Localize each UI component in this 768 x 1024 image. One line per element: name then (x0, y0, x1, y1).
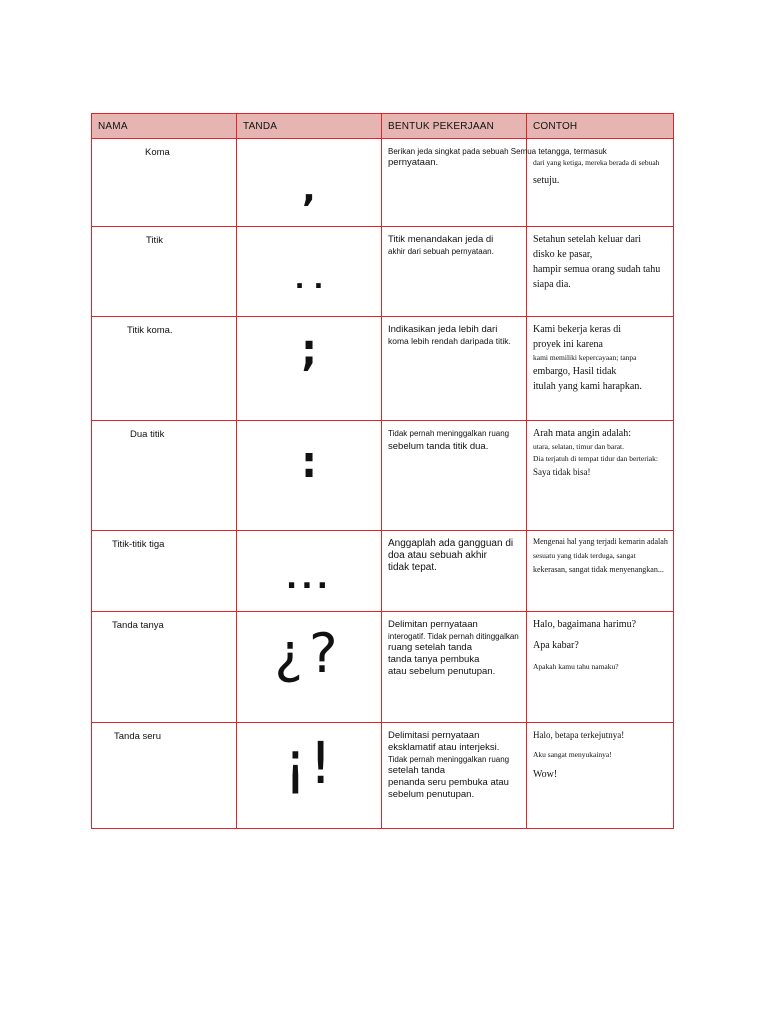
cell-name (92, 612, 237, 723)
example-line: utara, selatan, timur dan barat. (533, 442, 625, 451)
cell-sign (237, 317, 382, 421)
desc-line: interogatif. Tidak pernah ditinggalkan (388, 632, 519, 641)
cell-name (92, 421, 237, 531)
cell-desc (382, 612, 527, 723)
colon-sign: : (301, 437, 317, 488)
cell-sign (237, 421, 382, 531)
row-name: Tanda seru (114, 731, 162, 742)
cell-desc (382, 227, 527, 317)
cell-sign (237, 227, 382, 317)
cell-desc (382, 723, 527, 829)
row-name: Tanda tanya (112, 620, 164, 631)
cell-desc (382, 421, 527, 531)
example-line: dari yang ketiga, mereka berada di sebuah (533, 158, 660, 167)
desc-line: Tidak pernah meninggalkan ruang (388, 429, 510, 438)
desc-line: penanda seru pembuka atau (388, 777, 509, 788)
header-bentuk-pekerjaan: BENTUK PEKERJAAN (382, 114, 527, 139)
cell-example (527, 723, 674, 829)
cell-example (527, 227, 674, 317)
cell-desc (382, 317, 527, 421)
desc-line: Berikan jeda singkat pada sebuah Semua tetangga, termasuk (388, 147, 607, 156)
example-line: Aku sangat menyukainya! (533, 750, 612, 759)
example-line: Halo, bagaimana harimu? (533, 619, 637, 630)
cell-name (92, 723, 237, 829)
header-contoh: CONTOH (527, 114, 674, 139)
table-row (92, 317, 674, 421)
desc-line: Indikasikan jeda lebih dari (388, 324, 498, 335)
example-line: Halo, betapa terkejutnya! (533, 730, 625, 740)
example-line: kekerasan, sangat tidak menyenangkan... (533, 565, 664, 574)
example-line: Apakah kamu tahu namaku? (533, 662, 619, 671)
desc-line: akhir dari sebuah pernyataan. (388, 247, 494, 256)
cell-desc (382, 531, 527, 612)
table-row (92, 723, 674, 829)
table-row (92, 612, 674, 723)
row-name: Titik-titik tiga (112, 539, 165, 550)
desc-line: Titik menandakan jeda di (388, 234, 494, 245)
header-tanda: TANDA (237, 114, 382, 139)
punctuation-table (91, 113, 674, 829)
desc-line: eksklamatif atau interjeksi. (388, 742, 500, 753)
cell-example (527, 421, 674, 531)
example-line: proyek ini karena (533, 339, 603, 350)
desc-line: doa atau sebuah akhir (388, 550, 487, 561)
table-row (92, 139, 674, 227)
example-line: Kami bekerja keras di (533, 324, 622, 335)
desc-line: Delimitasi pernyataan (388, 730, 480, 741)
row-name: Titik koma. (127, 325, 173, 336)
example-line: siapa dia. (533, 279, 571, 290)
desc-line: atau sebelum penutupan. (388, 666, 496, 677)
example-line: sesuatu yang tidak terduga, sangat (533, 551, 636, 560)
table-row (92, 227, 674, 317)
desc-line: Delimitan pernyataan (388, 619, 478, 630)
example-line: kami memiliki kepercayaan; tanpa (533, 353, 637, 362)
table-header-row (92, 114, 674, 139)
desc-line: ruang setelah tanda (388, 642, 472, 653)
desc-line: tidak tepat. (388, 562, 437, 573)
comma-sign: , (302, 169, 316, 210)
example-line: Mengenai hal yang terjadi kemarin adalah (533, 537, 668, 546)
ellipsis-sign: ... (285, 561, 333, 596)
desc-line: sebelum tanda titik dua. (388, 441, 489, 452)
desc-line: sebelum penutupan. (388, 789, 475, 800)
cell-name (92, 227, 237, 317)
table-row (92, 531, 674, 612)
cell-name (92, 317, 237, 421)
example-line: Wow! (533, 769, 558, 780)
row-name: Titik (146, 235, 164, 246)
desc-line: pernyataan. (388, 157, 439, 168)
period-sign: . . (294, 265, 324, 295)
example-line: setuju. (533, 175, 560, 186)
desc-line: Anggaplah ada gangguan di (388, 538, 514, 549)
cell-name (92, 531, 237, 612)
cell-sign (237, 531, 382, 612)
example-line: Arah mata angin adalah: (533, 428, 632, 439)
cell-sign (237, 612, 382, 723)
semicolon-sign: ; (301, 325, 317, 376)
question-mark-sign: ¿? (274, 622, 344, 685)
desc-line: Tidak pernah meninggalkan ruang (388, 755, 510, 764)
cell-example (527, 139, 674, 227)
example-line: embargo, Hasil tidak (533, 366, 617, 377)
example-line: Setahun setelah keluar dari (533, 234, 642, 245)
desc-line: tanda tanya pembuka (388, 654, 480, 665)
example-line: Apa kabar? (533, 640, 579, 651)
example-line: Dia terjatuh di tempat tidur dan berteriak: (533, 454, 658, 463)
example-line: Saya tidak bisa! (533, 467, 591, 477)
exclamation-mark-sign: ¡! (283, 729, 335, 797)
row-name: Dua titik (130, 429, 165, 440)
cell-example (527, 531, 674, 612)
header-nama: NAMA (92, 114, 237, 139)
row-name: Koma (145, 147, 170, 158)
table-row (92, 421, 674, 531)
desc-line: koma lebih rendah daripada titik. (388, 336, 511, 346)
cell-example (527, 317, 674, 421)
example-line: disko ke pasar, (533, 249, 593, 260)
cell-sign (237, 723, 382, 829)
desc-line: setelah tanda (388, 765, 446, 776)
example-line: itulah yang kami harapkan. (533, 381, 642, 392)
cell-example (527, 612, 674, 723)
cell-sign (237, 139, 382, 227)
cell-name (92, 139, 237, 227)
example-line: hampir semua orang sudah tahu (533, 264, 661, 275)
